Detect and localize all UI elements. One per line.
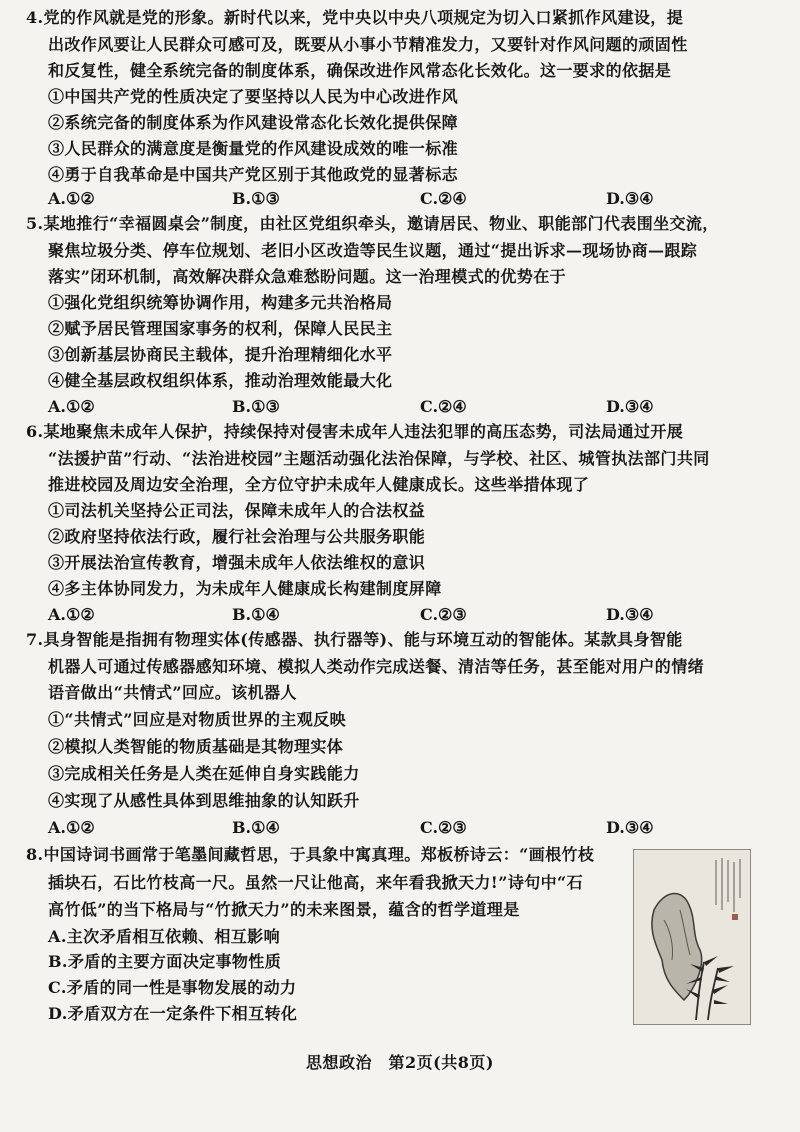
answer-options [48,189,748,209]
option-c[interactable]: C.②③ [420,605,467,624]
statement: ②赋予居民管理国家事务的权利，保障人民民主 [48,319,393,338]
statement: ②政府坚持依法行政，履行社会治理与公共服务职能 [48,527,426,546]
statement: ①司法机关坚持公正司法，保障未成年人的合法权益 [48,501,426,520]
question-stem-line: 聚焦垃圾分类、停车位规划、老旧小区改造等民生议题，通过“提出诉求—现场协商—跟踪 [48,241,698,260]
option-b[interactable]: B.①④ [232,605,280,624]
option-b[interactable]: B.矛盾的主要方面决定事物性质 [48,952,282,971]
option-b[interactable]: B.①③ [232,397,280,416]
question-stem-line: 语音做出“共情式”回应。该机器人 [48,683,297,702]
statement: ④实现了从感性具体到思维抽象的认知跃升 [48,791,360,810]
statement: ①强化党组织统筹协调作用，构建多元共治格局 [48,293,393,312]
statement: ③开展法治宣传教育，增强未成年人依法维权的意识 [48,553,426,572]
option-a[interactable]: A.①② [48,605,95,624]
statement: ④健全基层政权组织体系，推动治理效能最大化 [48,371,393,390]
option-d[interactable]: D.矛盾双方在一定条件下相互转化 [48,1004,298,1023]
question-stem-line: 5.某地推行“幸福圆桌会”制度，由社区党组织牵头，邀请居民、物业、职能部门代表围坐交流， [26,214,719,233]
answer-options [48,818,748,838]
statement: ②系统完备的制度体系为作风建设常态化长效化提供保障 [48,113,459,132]
question-stem-line: 出改作风要让人民群众可感可及，既要从小事小节精准发力，又要针对作风问题的顽固性 [48,35,688,54]
question-stem-line: 落实”闭环机制，高效解决群众急难愁盼问题。这一治理模式的优势在于 [48,267,567,286]
question-stem-line: 4.党的作风就是党的形象。新时代以来，党中央以中央八项规定为切入口紧抓作风建设，提 [26,8,684,27]
option-c[interactable]: C.②④ [420,397,467,416]
page-footer: 思想政治 第2页(共8页) [306,1053,494,1072]
question-stem-line: 7.具身智能是指拥有物理实体(传感器、执行器等)、能与环境互动的智能体。某款具身智能 [26,630,683,649]
painting-illustration [634,850,750,1024]
question-stem-line: 机器人可通过传感器感知环境、模拟人类动作完成送餐、清洁等任务，甚至能对用户的情绪 [48,657,705,676]
answer-options [48,397,748,417]
option-a[interactable]: A.主次矛盾相互依赖、相互影响 [48,927,280,946]
option-b[interactable]: B.①③ [232,189,280,208]
statement: ①中国共产党的性质决定了要坚持以人民为中心改进作风 [48,87,459,106]
statement: ②模拟人类智能的物质基础是其物理实体 [48,737,344,756]
option-a[interactable]: A.①② [48,397,95,416]
option-c[interactable]: C.②④ [420,189,467,208]
statement: ③人民群众的满意度是衡量党的作风建设成效的唯一标准 [48,139,459,158]
option-d[interactable]: D.③④ [606,818,654,837]
question-stem-line: 高竹低”的当下格局与“竹掀天力”的未来图景，蕴含的哲学道理是 [48,900,520,919]
option-c[interactable]: C.矛盾的同一性是事物发展的动力 [48,978,297,997]
statement: ③完成相关任务是人类在延伸自身实践能力 [48,764,360,783]
option-d[interactable]: D.③④ [606,605,654,624]
option-d[interactable]: D.③④ [606,397,654,416]
option-a[interactable]: A.①② [48,818,95,837]
question-stem-line: 和反复性，健全系统完备的制度体系，确保改进作风常态化长效化。这一要求的依据是 [48,61,672,80]
option-d[interactable]: D.③④ [606,189,654,208]
statement: ①“共情式”回应是对物质世界的主观反映 [48,710,347,729]
statement: ④多主体协同发力，为未成年人健康成长构建制度屏障 [48,579,442,598]
option-c[interactable]: C.②③ [420,818,467,837]
statement: ④勇于自我革命是中国共产党区别于其他政党的显著标志 [48,165,459,184]
option-b[interactable]: B.①④ [232,818,280,837]
bamboo-rock-painting [633,849,751,1025]
option-a[interactable]: A.①② [48,189,95,208]
question-stem-line: “法援护苗”行动、“法治进校园”主题活动强化法治保障，与学校、社区、城管执法部门共同 [48,449,710,468]
statement: ③创新基层协商民主载体，提升治理精细化水平 [48,345,393,364]
question-stem-line: 推进校园及周边安全治理，全方位守护未成年人健康成长。这些举措体现了 [48,475,590,494]
question-stem-line: 插块石，石比竹枝高一尺。虽然一尺让他高，来年看我掀天力!”诗句中“石 [48,873,584,892]
question-stem-line: 6.某地聚焦未成年人保护，持续保持对侵害未成年人违法犯罪的高压态势，司法局通过开展 [26,422,684,441]
question-stem-line: 8.中国诗词书画常于笔墨间藏哲思，于具象中寓真理。郑板桥诗云：“画根竹枝 [26,845,595,864]
answer-options [48,605,748,625]
